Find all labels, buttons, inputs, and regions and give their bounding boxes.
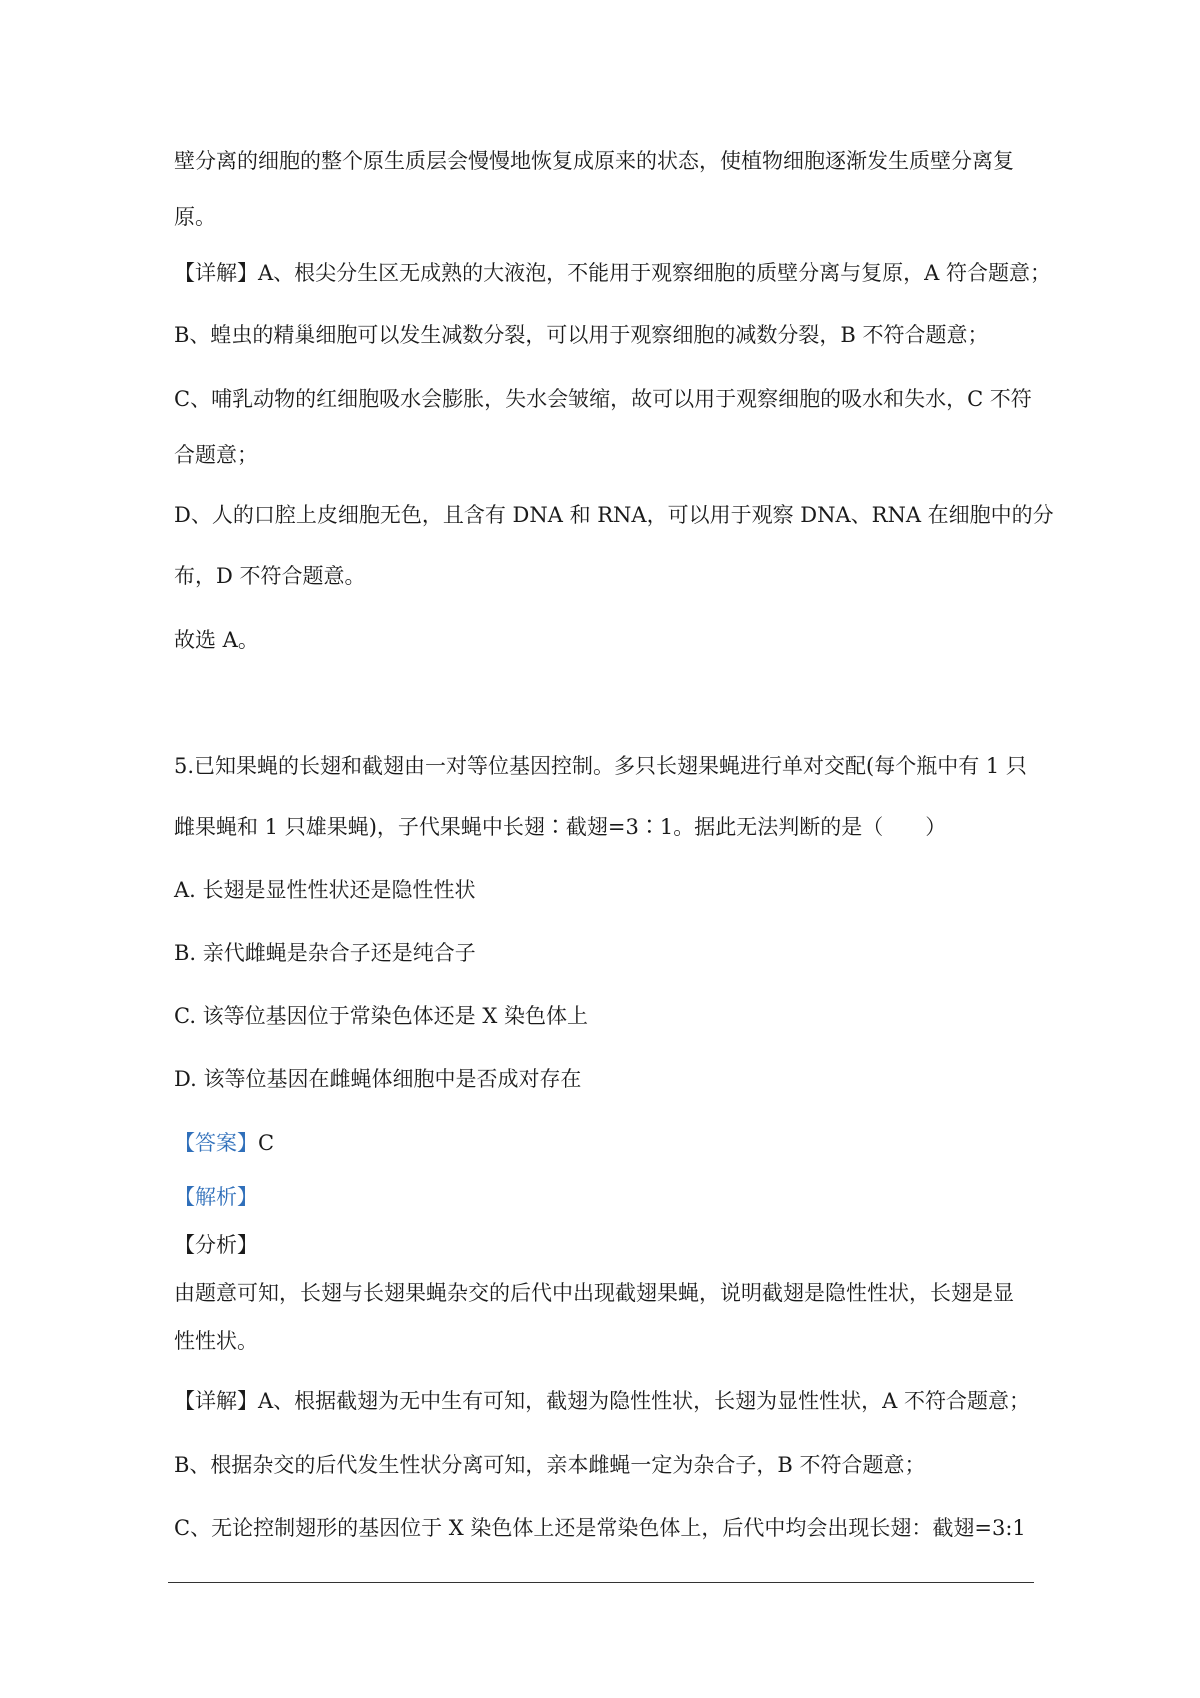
question-option-b: B. 亲代雌蝇是杂合子还是纯合子 <box>174 941 476 965</box>
paragraph-line: 壁分离的细胞的整个原生质层会慢慢地恢复成原来的状态，使植物细胞逐渐发生质壁分离复 <box>174 149 1014 173</box>
fenxi-line: 由题意可知，长翅与长翅果蝇杂交的后代中出现截翅果蝇，说明截翅是隐性性状，长翅是显 <box>174 1281 1014 1305</box>
answer-label: 【答案】 <box>174 1131 258 1155</box>
xiangjie-line: C、无论控制翅形的基因位于 X 染色体上还是常染色体上，后代中均会出现长翅：截翅=3:1 <box>174 1516 1026 1540</box>
analysis-label: 【解析】 <box>174 1185 258 1209</box>
paragraph-line: 故选 A。 <box>174 628 259 652</box>
xiangjie-line: B、根据杂交的后代发生性状分离可知，亲本雌蝇一定为杂合子，B 不符合题意； <box>174 1453 926 1477</box>
question-option-c: C. 该等位基因位于常染色体还是 X 染色体上 <box>174 1004 588 1028</box>
paragraph-line: C、哺乳动物的红细胞吸水会膨胀，失水会皱缩，故可以用于观察细胞的吸水和失水，C 不符 <box>174 387 1032 411</box>
answer-value: C <box>258 1131 275 1155</box>
question-option-d: D. 该等位基因在雌蝇体细胞中是否成对存在 <box>174 1067 582 1091</box>
question-stem: 5.已知果蝇的长翅和截翅由一对等位基因控制。多只长翅果蝇进行单对交配(每个瓶中有 1 只 <box>174 754 1027 778</box>
fenxi-label: 【分析】 <box>174 1233 258 1257</box>
paragraph-line: 原。 <box>174 205 216 229</box>
question-stem: 雌果蝇和 1 只雄果蝇)，子代果蝇中长翅∶截翅=3∶1。据此无法判断的是（ ） <box>174 815 947 839</box>
paragraph-line: D、人的口腔上皮细胞无色，且含有 DNA 和 RNA，可以用于观察 DNA、RNA 在细胞中的分 <box>174 503 1054 527</box>
paragraph-line: 合题意； <box>174 443 258 467</box>
answer-line <box>174 1128 274 1158</box>
paragraph-line: B、蝗虫的精巢细胞可以发生减数分裂，可以用于观察细胞的减数分裂，B 不符合题意； <box>174 323 989 347</box>
question-option-a: A. 长翅是显性性状还是隐性性状 <box>174 878 476 902</box>
fenxi-line: 性性状。 <box>174 1329 258 1353</box>
paragraph-line: 布，D 不符合题意。 <box>174 564 366 588</box>
paragraph-line: 【详解】A、根尖分生区无成熟的大液泡，不能用于观察细胞的质壁分离与复原，A 符合题意； <box>174 261 1052 285</box>
footer-divider <box>168 1582 1034 1583</box>
xiangjie-line: 【详解】A、根据截翅为无中生有可知，截翅为隐性性状，长翅为显性性状，A 不符合题意； <box>174 1389 1031 1413</box>
